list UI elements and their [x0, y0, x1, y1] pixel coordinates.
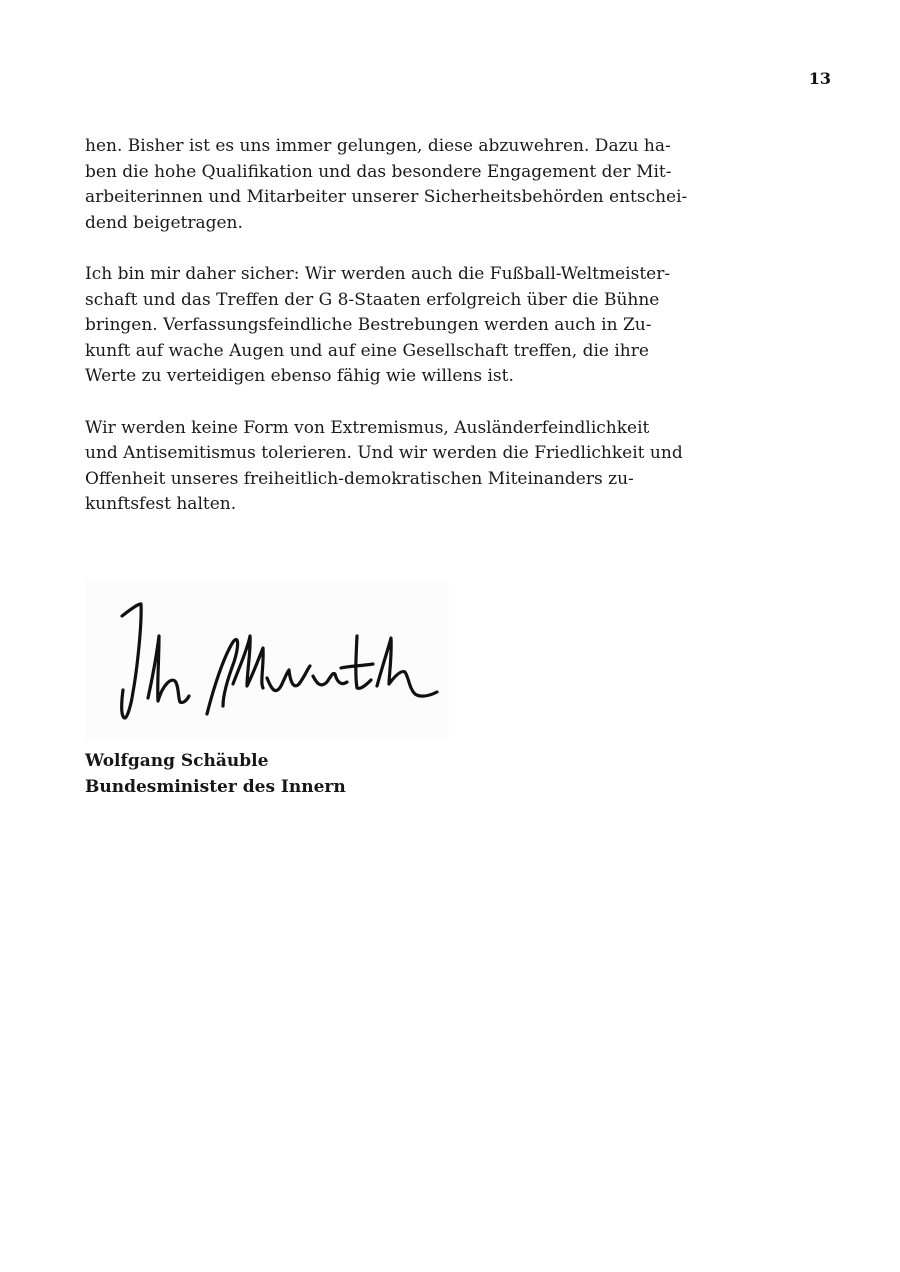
signer-block	[85, 749, 346, 800]
paragraph-1	[85, 134, 688, 236]
text-line: hen. Bisher ist es uns immer gelungen, diese abzuwehren. Dazu ha-	[85, 136, 671, 156]
text-line: Wir werden keine Form von Extremismus, Ausländerfeindlichkeit	[85, 417, 650, 438]
signer-title: Bundesminister des Innern	[85, 776, 346, 797]
text-line: kunft auf wache Augen und auf eine Gesellschaft treffen, die ihre	[85, 340, 649, 361]
text-line: arbeiterinnen und Mitarbeiter unserer Sicherheitsbehörden entschei-	[85, 187, 688, 208]
text-line: und Antisemitismus tolerieren. Und wir werden die Friedlichkeit und	[85, 443, 683, 464]
text-line: Offenheit unseres freiheitlich-demokratischen Miteinanders zu-	[85, 468, 634, 489]
text-line: Ich bin mir daher sicher: Wir werden auch die Fußball-Weltmeister-	[85, 263, 671, 284]
body-text	[85, 134, 688, 544]
text-line: dend beigetragen.	[85, 212, 243, 233]
paragraph-2	[85, 262, 675, 390]
text-line: kunftsfest halten.	[85, 494, 237, 515]
signer-name: Wolfgang Schäuble	[85, 751, 269, 771]
text-line: bringen. Verfassungsfeindliche Bestrebungen werden auch in Zu-	[85, 315, 652, 336]
signature-icon	[85, 580, 449, 740]
signature-drawing	[85, 580, 449, 740]
text-line: ben die hohe Qualifikation und das besondere Engagement der Mit-	[85, 161, 672, 182]
text-line: schaft und das Treffen der G 8-Staaten erfolgreich über die Bühne	[85, 289, 660, 310]
paragraph-3	[85, 416, 683, 518]
page-number: 13	[808, 69, 831, 88]
text-line: Werte zu verteidigen ebenso fähig wie willens ist.	[85, 366, 514, 387]
